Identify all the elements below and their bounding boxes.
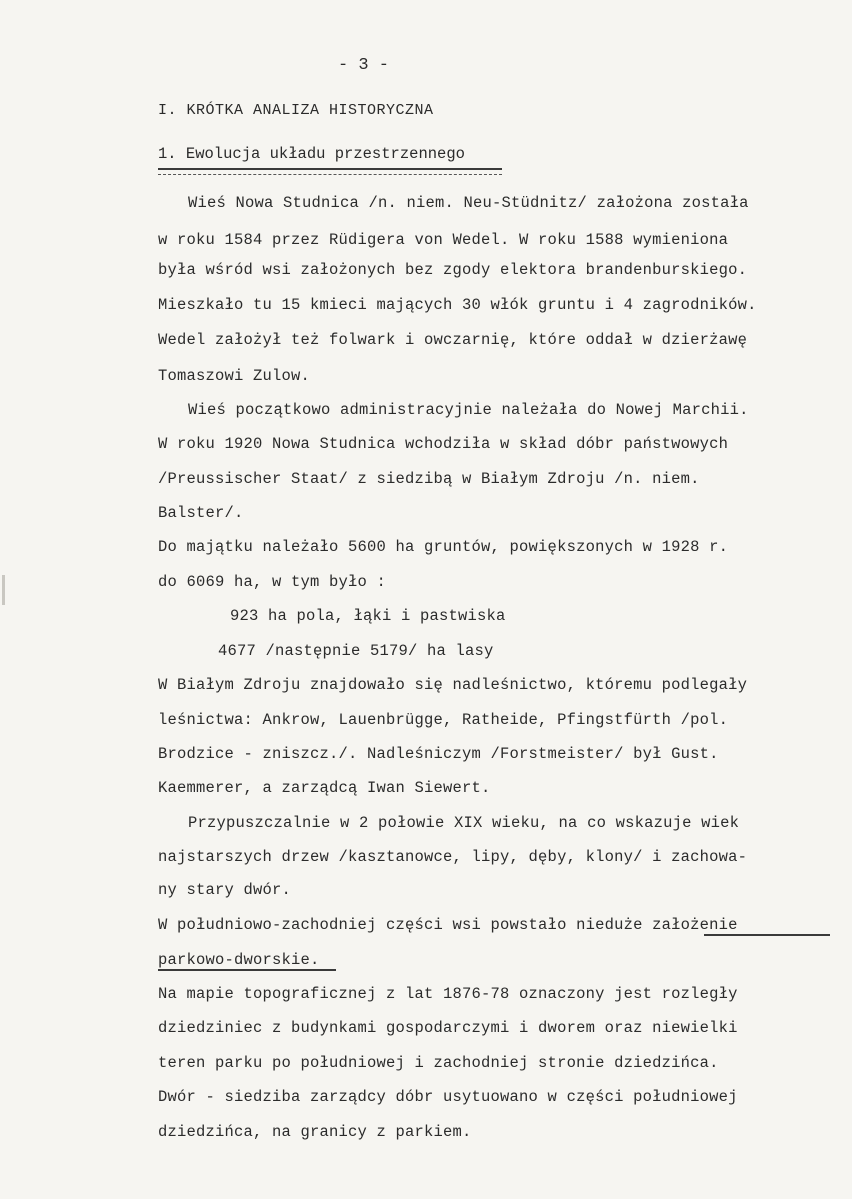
body-line: 4677 /następnie 5179/ ha lasy (218, 642, 494, 660)
text-underline (158, 969, 336, 971)
body-line: teren parku po południowej i zachodniej stronie dziedzińca. (158, 1054, 719, 1072)
body-line: W roku 1920 Nowa Studnica wchodziła w skład dóbr państwowych (158, 435, 729, 453)
margin-mark (2, 575, 5, 605)
body-line: W południowo-zachodniej części wsi powstało nieduże założenie (158, 916, 738, 934)
body-line: Balster/. (158, 504, 244, 522)
body-line: Tomaszowi Zulow. (158, 367, 311, 385)
body-line: Przypuszczalnie w 2 połowie XIX wieku, na co wskazuje wiek (188, 814, 740, 832)
body-line: dziedziniec z budynkami gospodarczymi i dworem oraz niewielki (158, 1019, 738, 1037)
body-line: Do majątku należało 5600 ha gruntów, powiększonych w 1928 r. (158, 538, 729, 556)
body-line: dziedzińca, na granicy z parkiem. (158, 1123, 472, 1141)
body-line: Mieszkało tu 15 kmieci mających 30 włók gruntu i 4 zagrodników. (158, 296, 757, 314)
body-line: do 6069 ha, w tym było : (158, 573, 387, 591)
body-line: Wieś początkowo administracyjnie należała do Nowej Marchii. (188, 401, 749, 419)
body-line: w roku 1584 przez Rüdigera von Wedel. W roku 1588 wymieniona (158, 231, 729, 249)
subheading-underline (158, 168, 502, 170)
body-line: Brodzice - zniszcz./. Nadleśniczym /Forstmeister/ był Gust. (158, 745, 719, 763)
section-heading: I. KRÓTKA ANALIZA HISTORYCZNA (158, 102, 434, 119)
body-line: ny stary dwór. (158, 881, 292, 899)
body-line: była wśród wsi założonych bez zgody elektora brandenburskiego. (158, 261, 748, 279)
body-line: leśnictwa: Ankrow, Lauenbrügge, Ratheide, Pfingstfürth /pol. (158, 711, 729, 729)
subheading-dashed-rule (158, 174, 502, 176)
body-line: /Preussischer Staat/ z siedzibą w Białym Zdroju /n. niem. (158, 470, 700, 488)
subsection-heading: 1. Ewolucja układu przestrzennego (158, 145, 465, 163)
body-line: Wedel założył też folwark i owczarnię, które oddał w dzierżawę (158, 331, 748, 349)
page-number: - 3 - (338, 56, 390, 75)
body-line: najstarszych drzew /kasztanowce, lipy, dęby, klony/ i zachowa- (158, 848, 748, 866)
body-line: Dwór - siedziba zarządcy dóbr usytuowano w części południowej (158, 1088, 738, 1106)
body-line: 923 ha pola, łąki i pastwiska (230, 607, 506, 625)
body-line: Wieś Nowa Studnica /n. niem. Neu-Stüdnitz/ założona została (188, 194, 749, 212)
body-line: Kaemmerer, a zarządcą Iwan Siewert. (158, 779, 491, 797)
body-line: parkowo-dworskie. (158, 951, 320, 969)
body-line: W Białym Zdroju znajdowało się nadleśnictwo, któremu podlegały (158, 676, 748, 694)
text-underline (704, 934, 830, 936)
body-line: Na mapie topograficznej z lat 1876-78 oznaczony jest rozległy (158, 985, 738, 1003)
